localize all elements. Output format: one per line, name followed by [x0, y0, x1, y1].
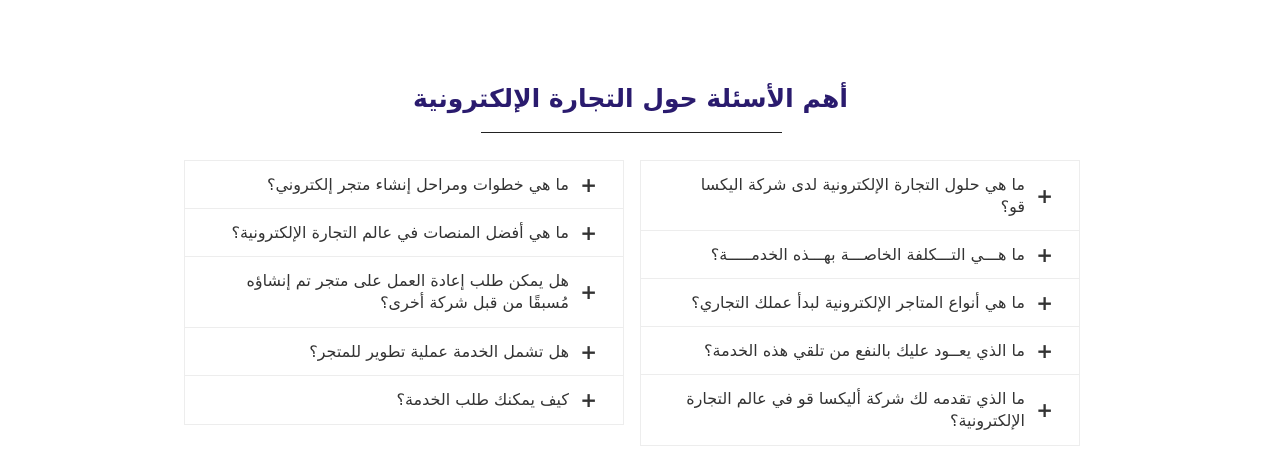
plus-icon[interactable]: +	[580, 220, 597, 245]
faq-question[interactable]: ما هي حلول التجارة الإلكترونية لدى شركة اليكسا قو؟	[700, 174, 1025, 216]
faq-item[interactable]	[185, 209, 623, 257]
faq-item[interactable]	[641, 161, 1079, 231]
faq-item[interactable]	[641, 279, 1079, 327]
faq-question[interactable]: ما هي أنواع المتاجر الإلكترونية لبدأ عملك التجاري؟	[691, 292, 1025, 312]
faq-column-left	[184, 160, 624, 425]
plus-icon[interactable]: +	[1036, 242, 1053, 267]
faq-question[interactable]: هل يمكن طلب إعادة العمل على متجر تم إنشاؤه مُسبقًا من قبل شركة أخرى؟	[246, 271, 569, 312]
plus-icon[interactable]: +	[580, 339, 597, 364]
faq-question[interactable]: ما هي أفضل المنصات في عالم التجارة الإلكترونية؟	[231, 222, 569, 242]
faq-question[interactable]: كيف يمكنك طلب الخدمة؟	[396, 390, 569, 409]
faq-question[interactable]: هل تشمل الخدمة عملية تطوير للمتجر؟	[309, 341, 569, 361]
faq-item[interactable]	[185, 161, 623, 209]
faq-item[interactable]	[185, 328, 623, 376]
plus-icon[interactable]: +	[1036, 398, 1053, 422]
plus-icon[interactable]: +	[1036, 338, 1053, 363]
plus-icon[interactable]: +	[580, 280, 597, 304]
title-underline	[481, 132, 782, 133]
faq-question[interactable]: ما الذي تقدمه لك شركة أليكسا قو في عالم التجارة الإلكترونية؟	[686, 389, 1025, 430]
faq-question[interactable]: ما الذي يعــود عليك بالنفع من تلقي هذه الخدمة؟	[704, 340, 1025, 360]
faq-question[interactable]: ما هـــي التـــكلفة الخاصـــة بهـــذه الخدمـــــة؟	[710, 244, 1025, 264]
faq-question[interactable]: ما هي خطوات ومراحل إنشاء متجر إلكتروني؟	[266, 174, 569, 194]
section-title: أهم الأسئلة حول التجارة الإلكترونية	[413, 84, 848, 113]
plus-icon[interactable]: +	[1036, 290, 1053, 315]
faq-item[interactable]	[185, 376, 623, 424]
faq-column-right	[640, 160, 1080, 446]
faq-item[interactable]	[185, 257, 623, 328]
plus-icon[interactable]: +	[580, 388, 597, 412]
faq-item[interactable]	[641, 375, 1079, 445]
faq-item[interactable]	[641, 231, 1079, 279]
plus-icon[interactable]: +	[1036, 183, 1053, 208]
faq-item[interactable]	[641, 327, 1079, 375]
plus-icon[interactable]: +	[580, 172, 597, 197]
